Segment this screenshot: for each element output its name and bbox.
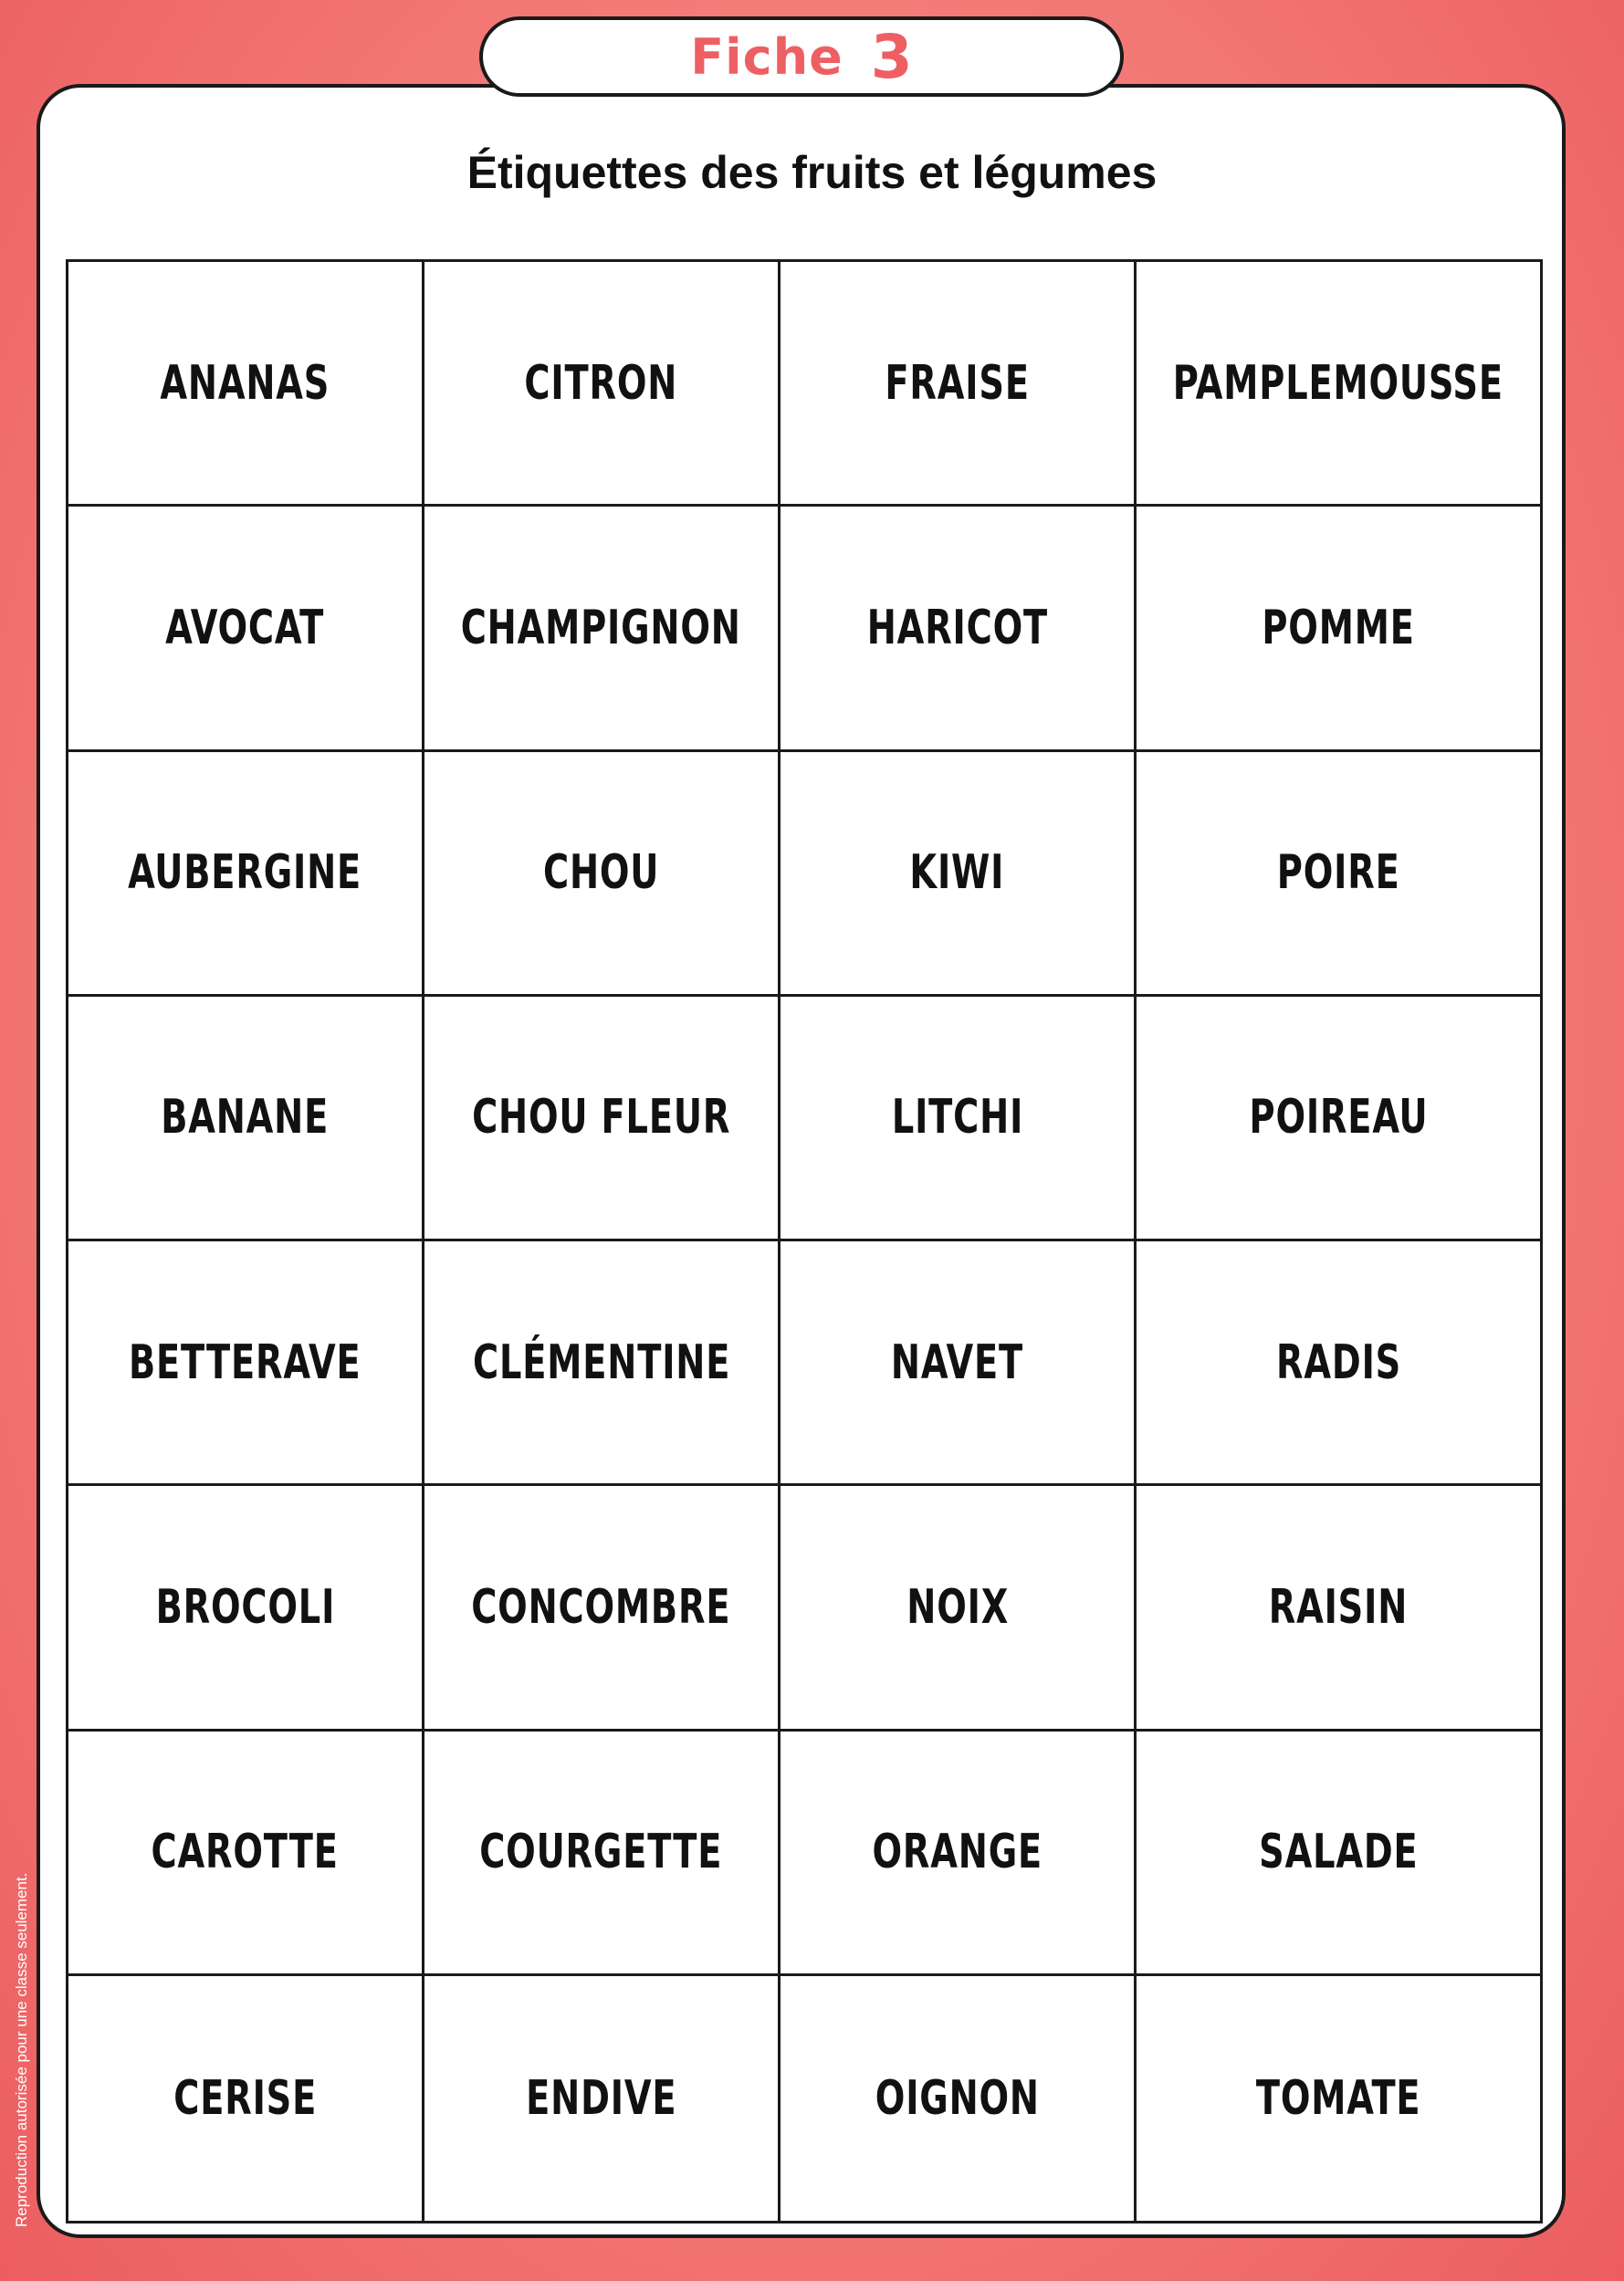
label-cell	[68, 1732, 424, 1976]
label-text: CHOU	[543, 845, 660, 901]
label-cell	[68, 1241, 424, 1486]
label-text: CLÉMENTINE	[472, 1334, 730, 1390]
label-cell	[68, 752, 424, 997]
label-cell	[68, 1976, 424, 2221]
label-text: CHAMPIGNON	[461, 600, 742, 655]
reproduction-note: Reproduction autorisée pour une classe seulement.	[13, 1872, 30, 2227]
label-cell	[424, 1976, 781, 2221]
label-text: BETTERAVE	[129, 1334, 361, 1390]
label-cell	[424, 752, 781, 997]
label-text: CITRON	[524, 355, 678, 411]
label-text: RADIS	[1275, 1334, 1401, 1390]
label-text: ENDIVE	[526, 2070, 677, 2126]
label-text: POMME	[1262, 600, 1415, 655]
label-text: TOMATE	[1255, 2070, 1421, 2126]
label-text: NOIX	[906, 1579, 1009, 1635]
label-text: SALADE	[1258, 1825, 1419, 1880]
label-text: BANANE	[161, 1090, 330, 1146]
label-cell	[1137, 1241, 1540, 1486]
label-cell	[781, 507, 1137, 751]
label-text: POIREAU	[1249, 1090, 1429, 1146]
label-text: FRAISE	[885, 355, 1031, 411]
label-cell	[781, 1241, 1137, 1486]
page-title: Étiquettes des fruits et légumes	[466, 147, 1158, 198]
label-cell	[781, 1732, 1137, 1976]
sheet-tab-number: 3	[870, 21, 913, 92]
label-text: ANANAS	[160, 355, 330, 411]
label-cell	[1137, 1732, 1540, 1976]
label-cell	[1137, 507, 1540, 751]
label-cell	[781, 1486, 1137, 1731]
label-cell	[424, 507, 781, 751]
sheet-tab	[479, 16, 1124, 97]
label-text: COURGETTE	[479, 1825, 723, 1880]
label-text: POIRE	[1276, 845, 1400, 901]
label-cell	[424, 997, 781, 1241]
label-cell	[781, 1976, 1137, 2221]
label-cell	[1137, 752, 1540, 997]
label-cell	[781, 262, 1137, 507]
label-cell	[1137, 1486, 1540, 1731]
label-cell	[781, 997, 1137, 1241]
label-cell	[424, 262, 781, 507]
label-cell	[1137, 1976, 1540, 2221]
label-text: KIWI	[909, 845, 1005, 901]
label-text: LITCHI	[891, 1090, 1023, 1146]
label-text: ORANGE	[872, 1825, 1043, 1880]
label-text: PAMPLEMOUSSE	[1173, 355, 1504, 411]
label-text: CERISE	[173, 2070, 318, 2126]
label-text: OIGNON	[875, 2070, 1040, 2126]
label-text: NAVET	[891, 1334, 1024, 1390]
label-text: HARICOT	[866, 600, 1048, 655]
label-cell	[1137, 997, 1540, 1241]
label-cell	[424, 1486, 781, 1731]
label-cell	[68, 1486, 424, 1731]
label-text: CAROTTE	[151, 1825, 340, 1880]
label-cell	[1137, 262, 1540, 507]
label-text: CONCOMBRE	[471, 1579, 731, 1635]
label-text: CHOU FLEUR	[472, 1090, 731, 1146]
label-cell	[424, 1241, 781, 1486]
label-cell	[68, 262, 424, 507]
label-text: AUBERGINE	[128, 845, 362, 901]
label-text: RAISIN	[1268, 1579, 1409, 1635]
label-cell	[781, 752, 1137, 997]
sheet-tab-word: Fiche	[690, 27, 843, 86]
label-cell	[68, 997, 424, 1241]
label-grid	[66, 259, 1543, 2223]
label-text: BROCOLI	[155, 1579, 335, 1635]
label-cell	[68, 507, 424, 751]
label-cell	[424, 1732, 781, 1976]
label-text: AVOCAT	[165, 600, 325, 655]
